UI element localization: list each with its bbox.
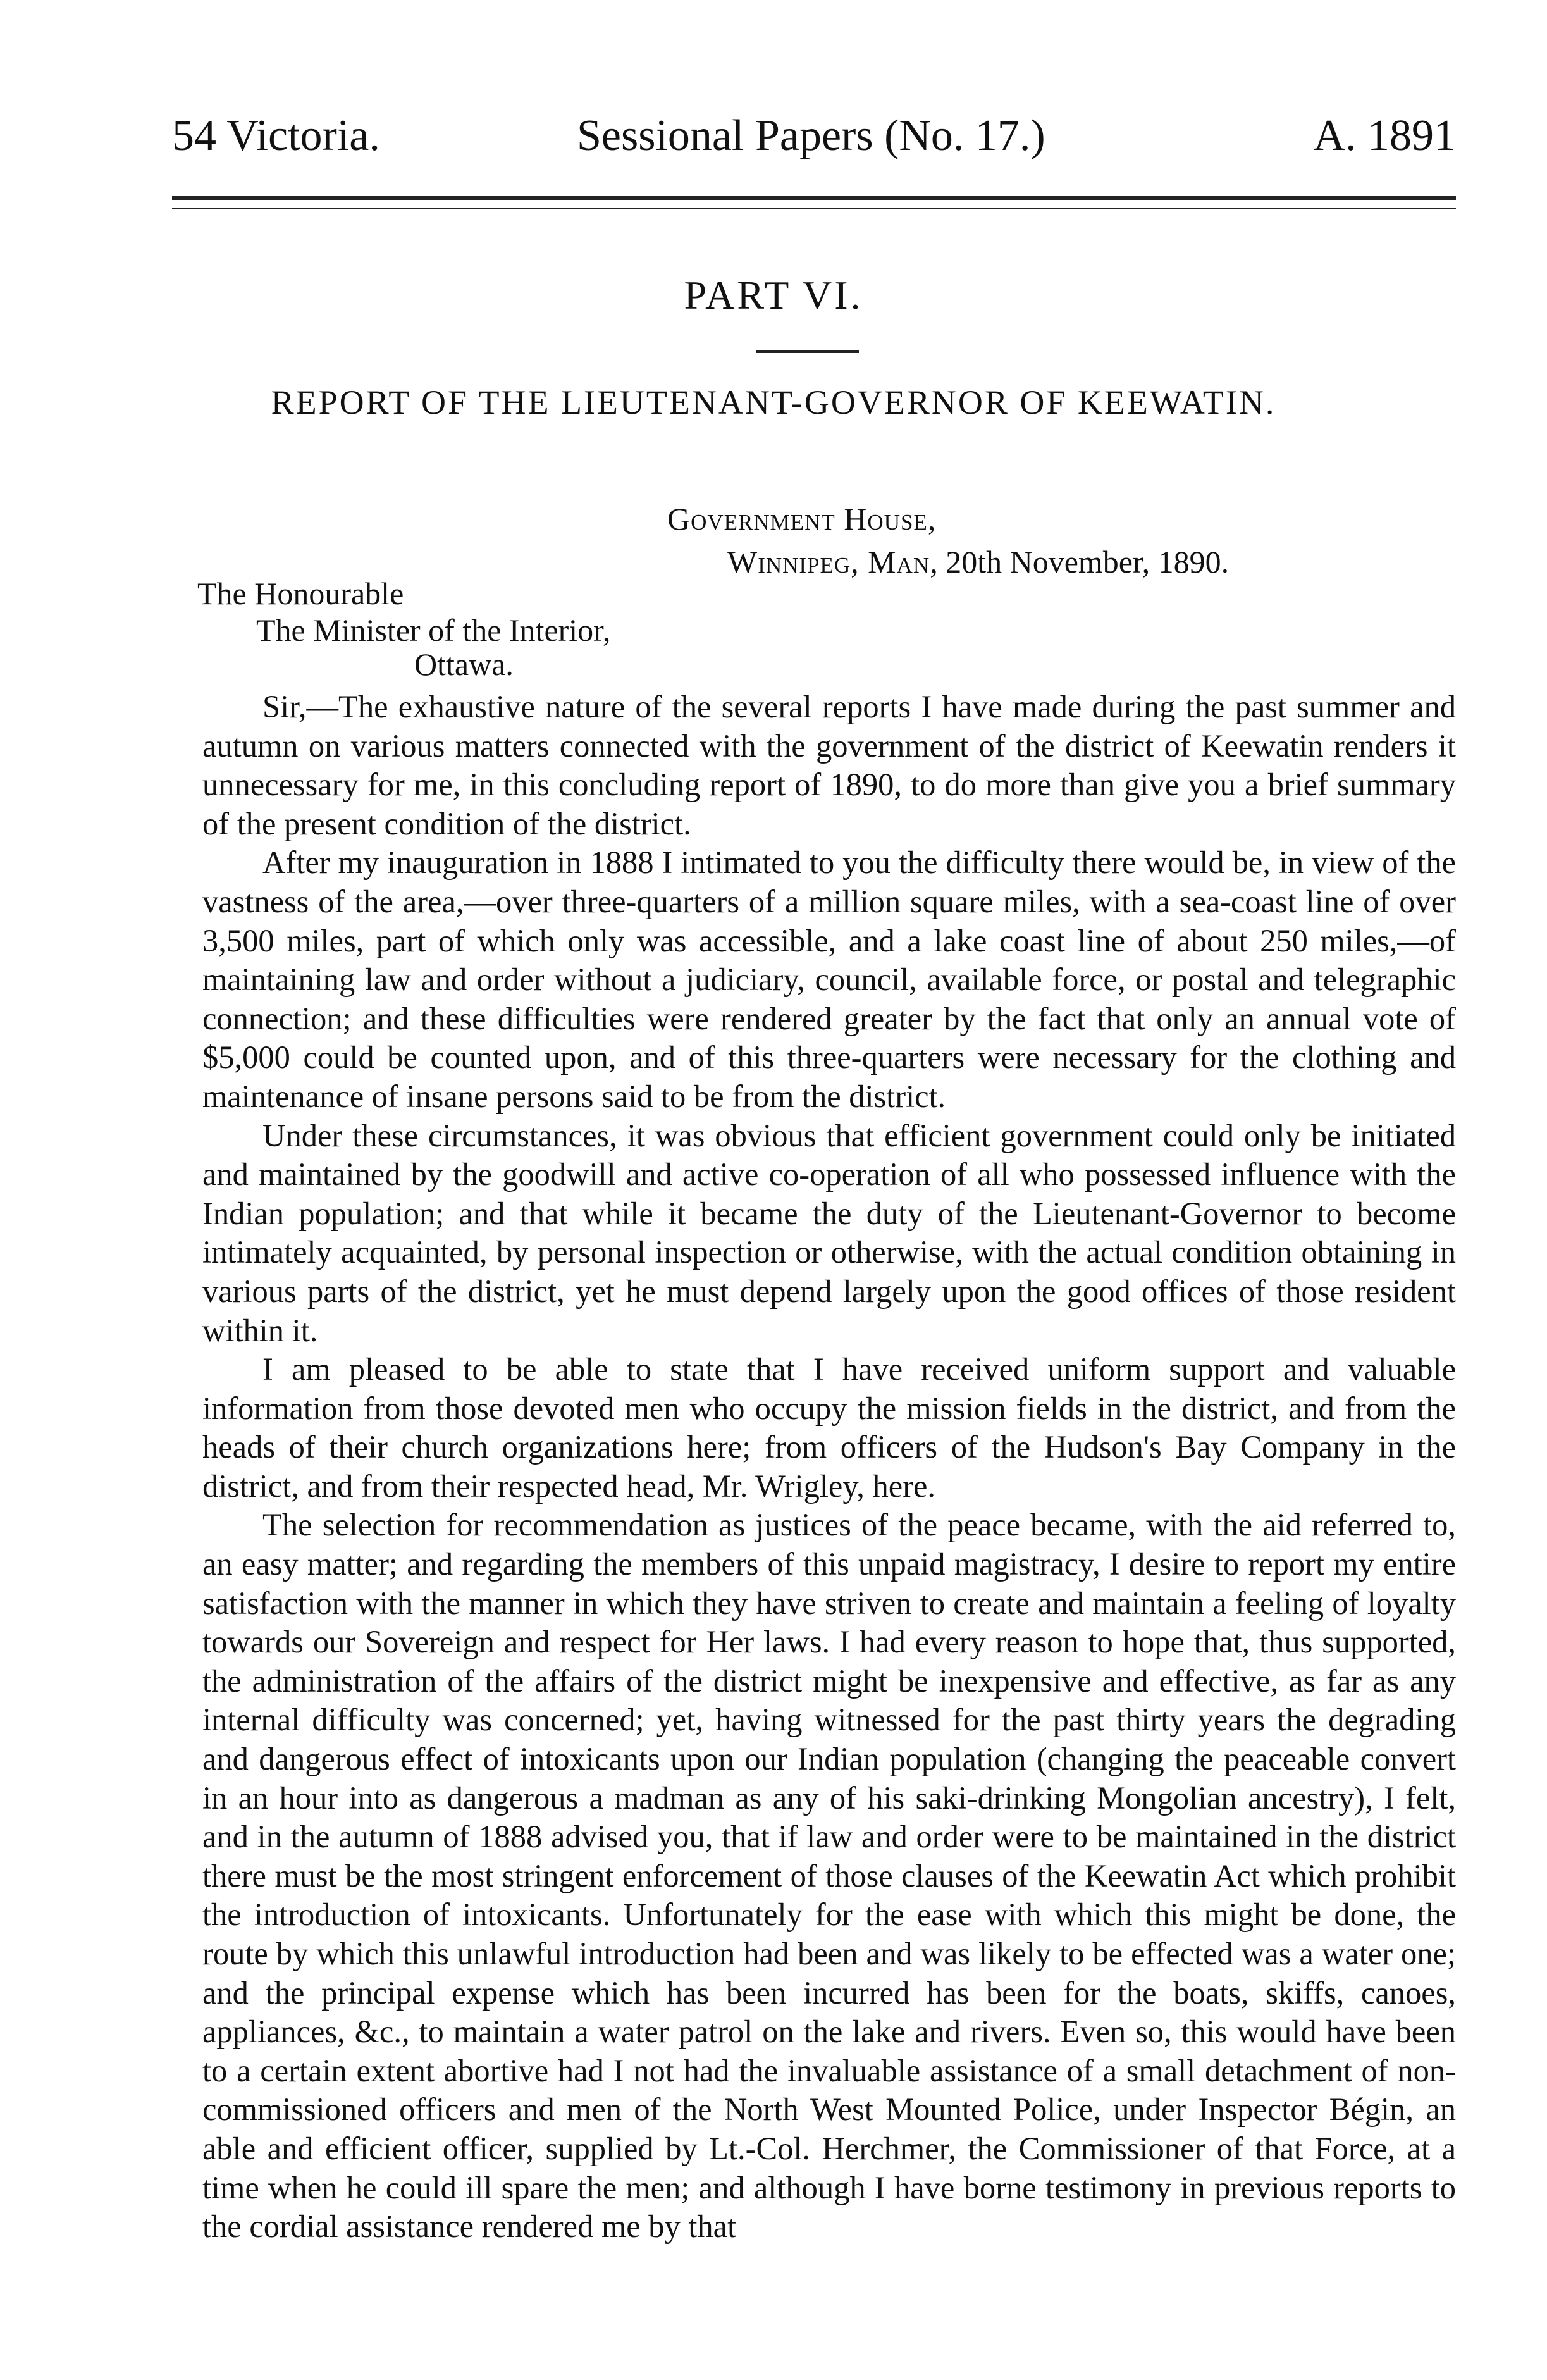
running-header bbox=[172, 111, 1456, 161]
address-line-1: Government House, bbox=[667, 501, 937, 536]
report-body bbox=[202, 688, 1456, 2247]
header-regnal-year: 54 Victoria. bbox=[172, 111, 380, 160]
header-rule-thin bbox=[172, 208, 1456, 209]
paragraph: Under these circumstances, it was obvious that efficient government could only be initiated and maintained by the goodwill and active co-operation of all who possessed influence with the Indian population; and that while it became the duty of the Lieutenant-Governor to become intimately acquainted, by personal inspection or otherwise, with the actual condition obtaining in various parts of the district, yet he must depend largely upon the good offices of those resident within it. bbox=[202, 1117, 1456, 1348]
report-title: REPORT OF THE LIEUTENANT-GOVERNOR OF KEEWATIN. bbox=[271, 383, 1276, 421]
paragraph: After my inauguration in 1888 I intimated to you the difficulty there would be, in view of the vastness of the area,—over three-quarters of a million square miles, with a sea-coast line of over 3,500 miles, part of which only was accessible, and a lake coast line of about 250 miles,—of maintaining law and order without a judiciary, council, available force, or postal and telegraphic connection; and these difficulties were rendered greater by the fact that only an annual vote of $5,000 could be counted upon, and of this three-quarters were necessary for the clothing and maintenance of insane persons said to be from the district. bbox=[202, 845, 1456, 1114]
paragraph: I am pleased to be able to state that I have received uniform support and valuable information from those devoted men who occupy the mission fields in the district, and from the heads of their church organizations here; from officers of the Hudson's Bay Company in the district, and from their respected head, Mr. Wrigley, here. bbox=[202, 1351, 1456, 1504]
salutation-line-3: Ottawa. bbox=[414, 647, 514, 682]
header-sessional-papers: Sessional Papers (No. 17.) bbox=[577, 111, 1045, 160]
header-year: A. 1891 bbox=[1313, 111, 1456, 160]
part-title: PART VI. bbox=[684, 273, 863, 318]
paragraph: The selection for recommendation as justices of the peace became, with the aid referred to, an easy matter; and regarding the members of this unpaid magistracy, I desire to report my entire satisfaction with the manner in which they have striven to create and maintain a feeling of loyalty towards our Sovereign and respect for Her laws. I had every reason to hope that, thus supported, the administration of the affairs of the district might be inexpensive and effective, as far as any internal difficulty was concerned; yet, having witnessed for the past thirty years the degrading and dangerous effect of intoxicants upon our Indian population (changing the peaceable convert in an hour into as dangerous a madman as any of his saki-drinking Mongolian ancestry), I felt, and in the autumn of 1888 advised you, that if law and order were to be maintained in the district there must be the most stringent enforcement of those clauses of the Keewatin Act which prohibit the introduction of intoxicants. Unfortunately for the ease with which this might be done, the route by which this unlawful introduction had been and was likely to be effected was a water one; and the principal expense which has been incurred has been for the boats, skiffs, canoes, appliances, &c., to maintain a water patrol on the lake and rivers. Even so, this would have been to a certain extent abortive had I not had the invaluable assistance of a small detachment of non-commissioned officers and men of the North West Mounted Police, under Inspector Bégin, an able and efficient officer, supplied by Lt.-Col. Herchmer, the Commissioner of that Force, at a time when he could ill spare the men; and although I have borne testimony in previous reports to the cordial assistance rendered me by that bbox=[202, 1507, 1456, 2245]
header-rule-thick bbox=[172, 196, 1456, 200]
title-divider bbox=[756, 350, 859, 353]
paragraph: Sir,—The exhaustive nature of the several reports I have made during the past summer and autumn on various matters connected with the government of the district of Keewatin renders it unnecessary for me, in this concluding report of 1890, to do more than give you a brief summary of the present condition of the district. bbox=[202, 689, 1456, 841]
address-date: , 20th November, 1890. bbox=[930, 544, 1230, 580]
address-city: Winnipeg, Man bbox=[727, 544, 930, 580]
salutation-line-2: The Minister of the Interior, bbox=[256, 612, 611, 648]
salutation-line-1: The Honourable bbox=[197, 576, 404, 611]
address-line-2 bbox=[727, 543, 1229, 581]
